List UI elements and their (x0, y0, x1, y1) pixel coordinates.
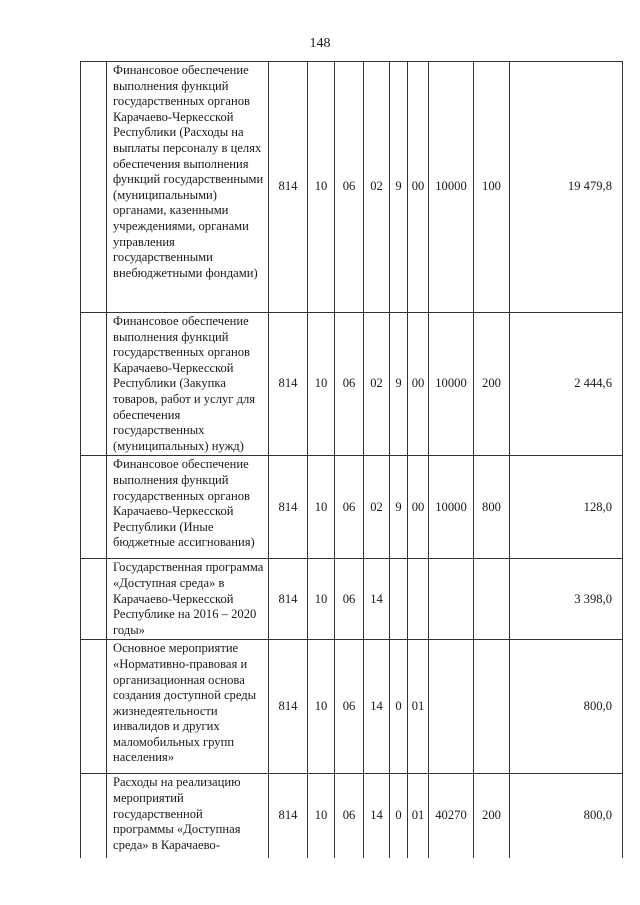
amount: 2 444,6 (510, 313, 623, 456)
ministry-code: 814 (269, 456, 308, 559)
event-code: 01 (408, 640, 429, 774)
subprogram-code: 9 (390, 62, 408, 313)
table-row (81, 456, 623, 559)
blank-cell (81, 559, 107, 640)
direction-code: 10000 (429, 62, 474, 313)
page-number: 148 (309, 36, 331, 51)
ministry-code: 814 (269, 640, 308, 774)
blank-cell (81, 62, 107, 313)
ministry-code: 814 (269, 559, 308, 640)
subsection-code: 06 (335, 313, 364, 456)
subprogram-code (390, 559, 408, 640)
event-code: 00 (408, 456, 429, 559)
table-row (81, 559, 623, 640)
direction-code: 10000 (429, 313, 474, 456)
expense-type-code: 200 (474, 774, 510, 858)
section-code: 10 (308, 313, 335, 456)
table-row (81, 774, 623, 858)
table-row (81, 313, 623, 456)
expense-type-code: 100 (474, 62, 510, 313)
ministry-code: 814 (269, 313, 308, 456)
section-code: 10 (308, 559, 335, 640)
expense-type-code (474, 640, 510, 774)
budget-table (80, 61, 623, 858)
direction-code: 40270 (429, 774, 474, 858)
program-code: 14 (364, 774, 390, 858)
amount: 19 479,8 (510, 62, 623, 313)
blank-cell (81, 456, 107, 559)
expense-type-code: 800 (474, 456, 510, 559)
row-name: Основное мероприятие «Нормативно-правовая и организационная основа создания доступной среды жизнедеятельности инвалидов и других маломобильных групп населения» (107, 640, 269, 774)
direction-code (429, 559, 474, 640)
event-code: 00 (408, 62, 429, 313)
section-code: 10 (308, 774, 335, 858)
row-name: Государственная программа «Доступная среда» в Карачаево-Черкесской Республике на 2016 – 2020 годы» (107, 559, 269, 640)
subprogram-code: 0 (390, 640, 408, 774)
table-row (81, 62, 623, 313)
ministry-code: 814 (269, 774, 308, 858)
row-name: Финансовое обеспечение выполнения функций государственных органов Карачаево-Черкесской Республики (Расходы на выплаты персоналу в целях обеспечения выполнения функций государственными (муниципальными) органами, казенными учреждениями, органами управления государственными внебюджетными фондами) (107, 62, 269, 313)
program-code: 14 (364, 559, 390, 640)
row-name: Финансовое обеспечение выполнения функций государственных органов Карачаево-Черкесской Республики (Иные бюджетные ассигнования) (107, 456, 269, 559)
subprogram-code: 9 (390, 456, 408, 559)
direction-code: 10000 (429, 456, 474, 559)
subprogram-code: 0 (390, 774, 408, 858)
subprogram-code: 9 (390, 313, 408, 456)
table-row (81, 640, 623, 774)
row-name: Расходы на реализацию мероприятий государственной программы «Доступная среда» в Карачаево- (107, 774, 269, 858)
program-code: 14 (364, 640, 390, 774)
blank-cell (81, 313, 107, 456)
expense-type-code: 200 (474, 313, 510, 456)
subsection-code: 06 (335, 62, 364, 313)
blank-cell (81, 640, 107, 774)
blank-cell (81, 774, 107, 858)
program-code: 02 (364, 62, 390, 313)
section-code: 10 (308, 456, 335, 559)
amount: 128,0 (510, 456, 623, 559)
amount: 800,0 (510, 640, 623, 774)
subsection-code: 06 (335, 774, 364, 858)
program-code: 02 (364, 313, 390, 456)
section-code: 10 (308, 62, 335, 313)
direction-code (429, 640, 474, 774)
event-code: 01 (408, 774, 429, 858)
section-code: 10 (308, 640, 335, 774)
event-code (408, 559, 429, 640)
row-name: Финансовое обеспечение выполнения функций государственных органов Карачаево-Черкесской Республики (Закупка товаров, работ и услуг для обеспечения государственных (муниципальных) нужд) (107, 313, 269, 456)
subsection-code: 06 (335, 559, 364, 640)
amount: 3 398,0 (510, 559, 623, 640)
subsection-code: 06 (335, 640, 364, 774)
amount: 800,0 (510, 774, 623, 858)
event-code: 00 (408, 313, 429, 456)
program-code: 02 (364, 456, 390, 559)
ministry-code: 814 (269, 62, 308, 313)
expense-type-code (474, 559, 510, 640)
subsection-code: 06 (335, 456, 364, 559)
